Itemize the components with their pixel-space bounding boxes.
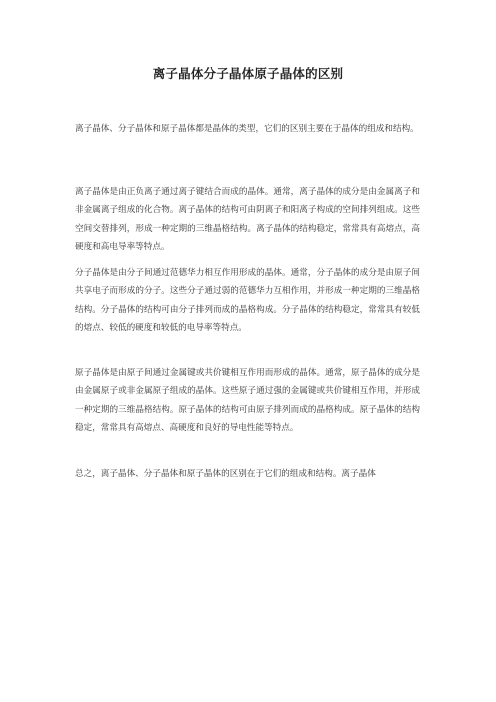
paragraph-summary: 总之，离子晶体、分子晶体和原子晶体的区别在于它们的组成和结构。离子晶体 [75, 469, 376, 479]
paragraph-ionic-crystal: 离子晶体是由正负离子通过离子键结合而成的晶体。通常，离子晶体的成分是由金属离子和非金属离子组成的化合物。离子晶体的结构可由阴离子和阳离子构成的空间排列组成。这些空间交替排列，形成一种定期的三维晶格结构。离子晶体的结构稳定，常常具有高熔点，高硬度和高电导率等特点。 [75, 187, 420, 253]
paragraph-atomic-crystal: 原子晶体是由原子间通过金属键或共价键相互作用而形成的晶体。通常，原子晶体的成分是由金属原子或非金属原子组成的晶体。这些原子通过强的金属键或共价键相互作用，并形成一种定期的三维晶格结构。原子晶体的结构可由原子排列而成的晶格构成。原子晶体的结构稳定，常常具有高熔点、高硬度和良好的导电性能等特点。 [75, 368, 420, 434]
document-title: 离子晶体分子晶体原子晶体的区别 [152, 66, 344, 81]
paragraph-molecular-crystal: 分子晶体是由分子间通过范德华力相互作用形成的晶体。通常，分子晶体的成分是由原子间共享电子而形成的分子。这些分子通过弱的范德华力互相作用，并形成一种定期的三维晶格结构。分子晶体的结构可由分子排列而成的晶格构成。分子晶体的结构稳定，常常具有较低的熔点、较低的硬度和较低的电导率等特点。 [75, 268, 420, 334]
paragraph-intro: 离子晶体、分子晶体和原子晶体都是晶体的类型，它们的区别主要在于晶体的组成和结构。 [75, 124, 419, 134]
